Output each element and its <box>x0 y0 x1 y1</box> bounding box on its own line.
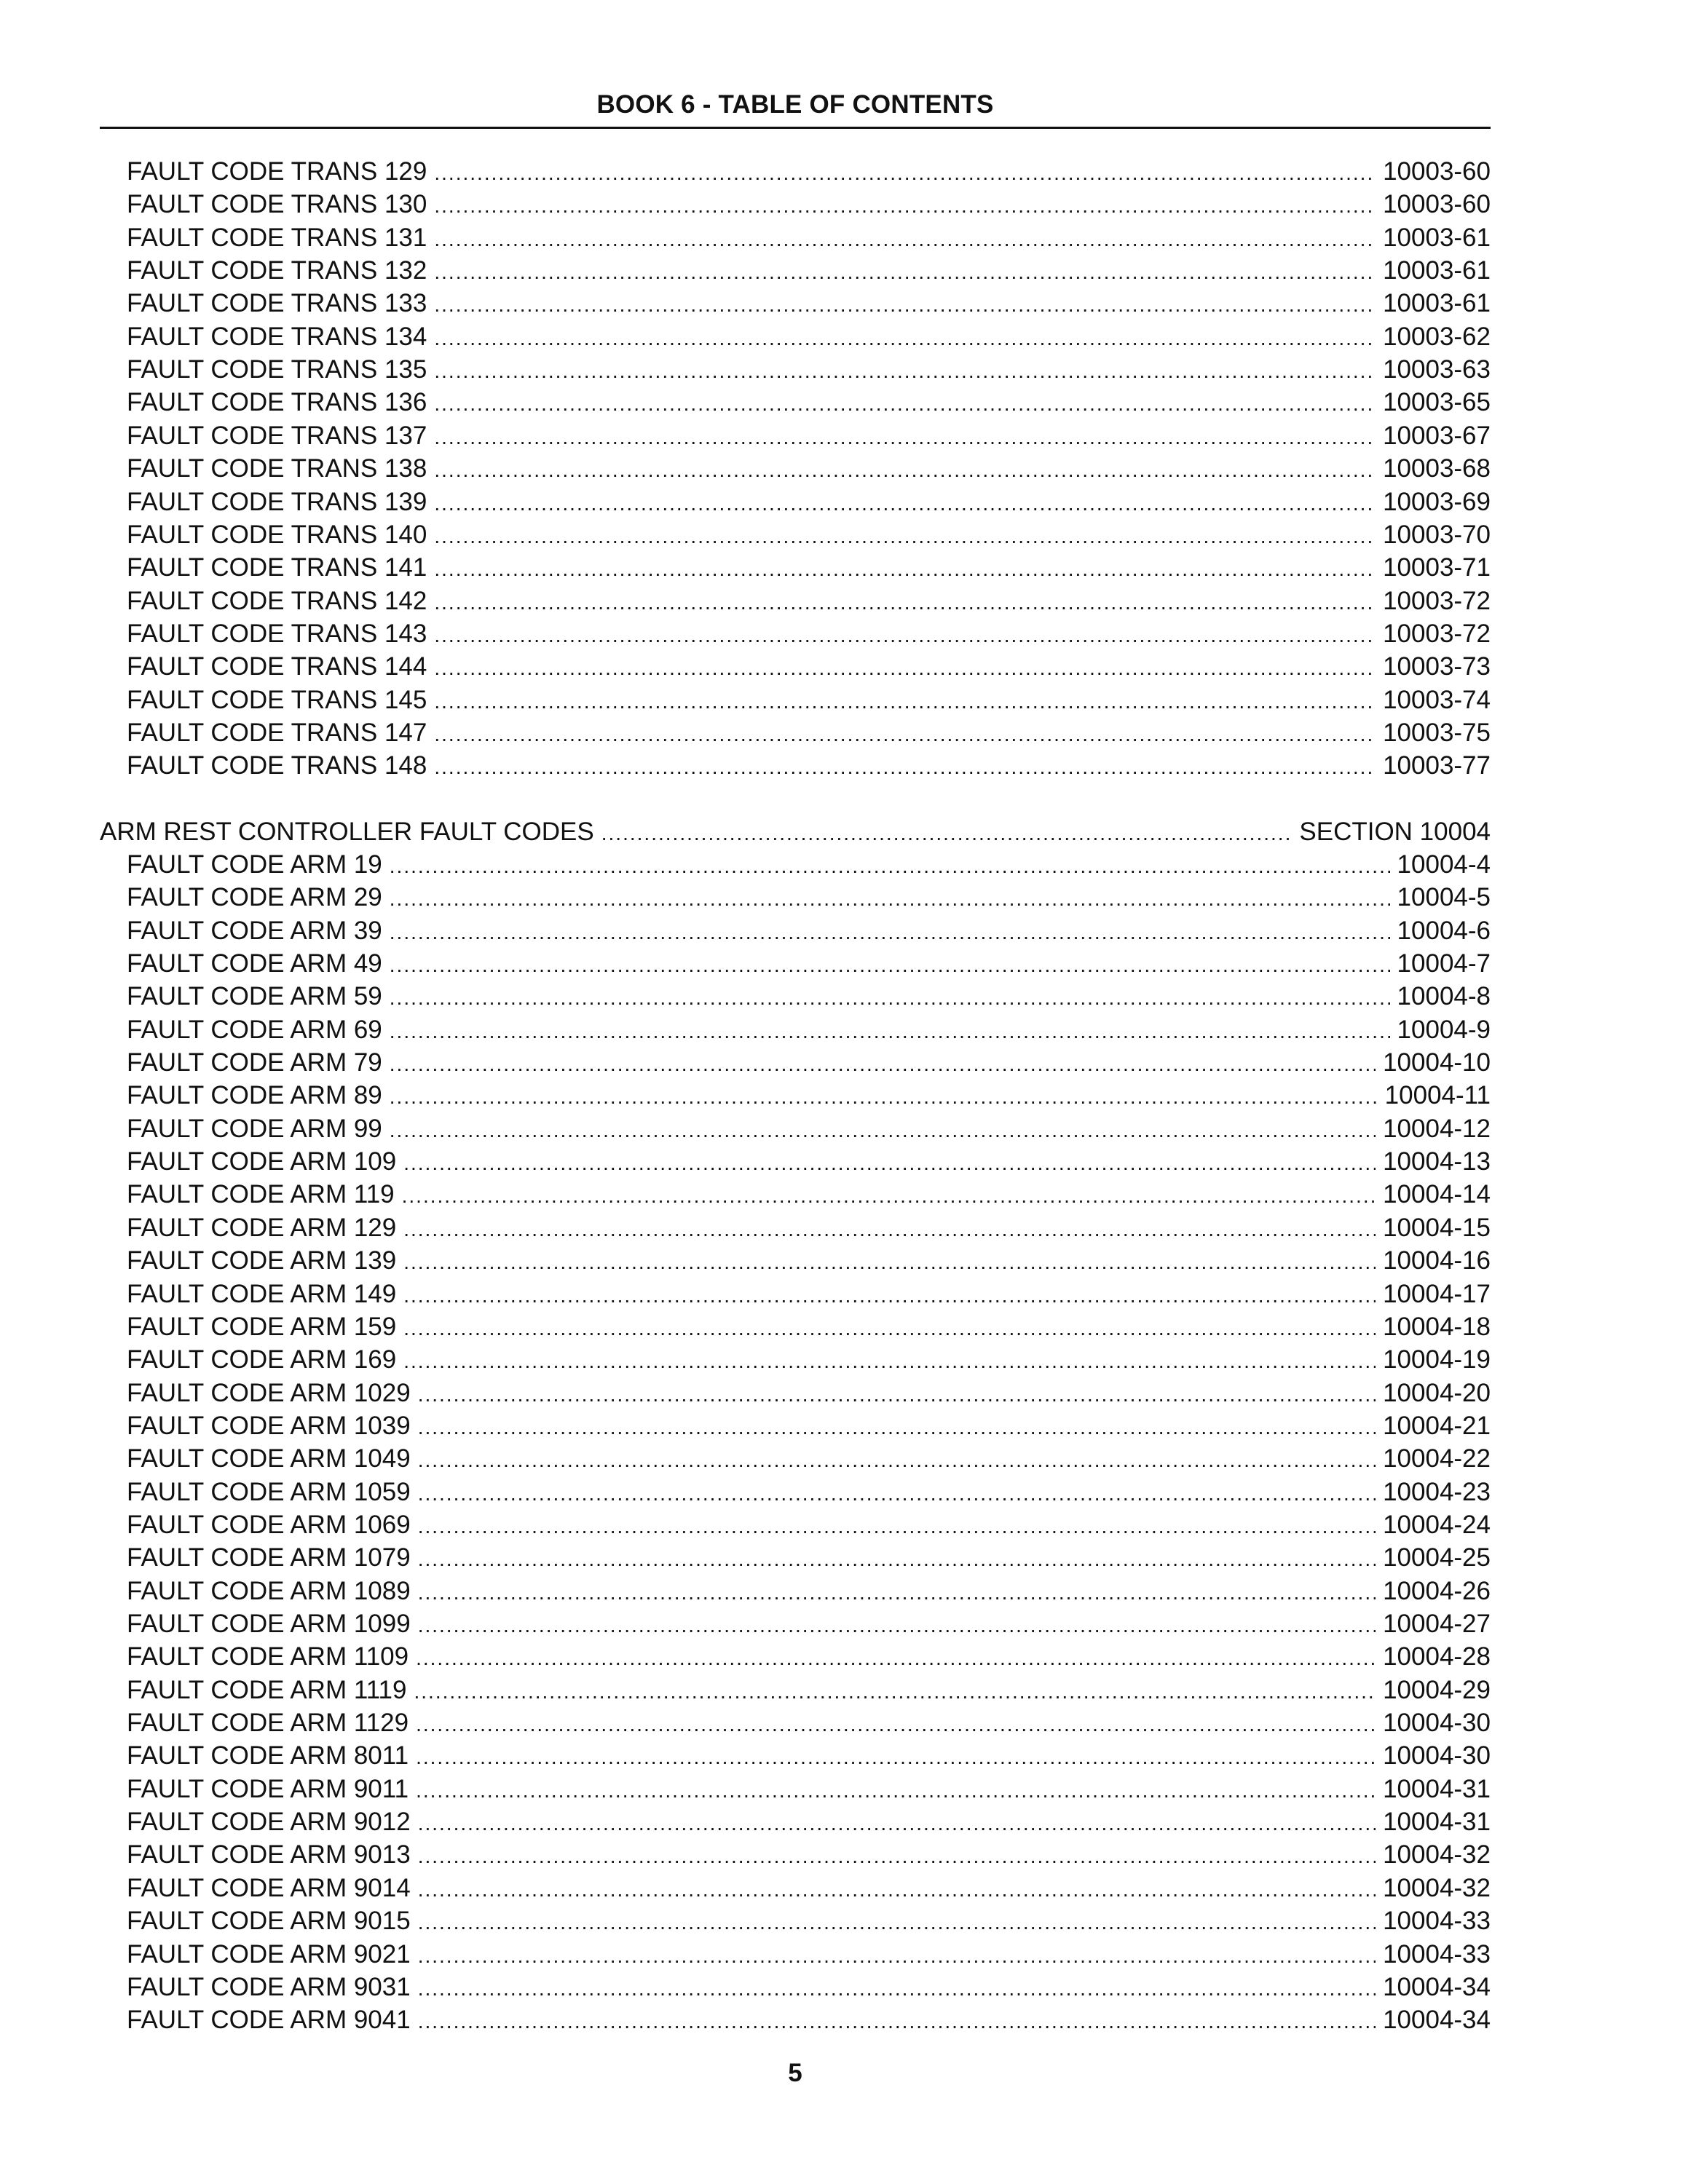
toc-entry-page: 10004-8 <box>1397 982 1491 1010</box>
toc-entry-page: 10003-61 <box>1383 223 1491 252</box>
toc-dot-leader <box>434 322 1376 355</box>
toc-entry[interactable] <box>127 287 1491 320</box>
toc-entry-label: FAULT CODE ARM 8011 <box>127 1741 409 1770</box>
toc-dot-leader <box>418 1906 1376 1939</box>
toc-dot-leader <box>416 1741 1376 1773</box>
toc-entry-page: 10003-67 <box>1383 422 1491 450</box>
toc-dot-leader <box>402 1179 1376 1212</box>
toc-entry-label: FAULT CODE ARM 29 <box>127 883 382 911</box>
toc-entry[interactable] <box>127 1178 1491 1211</box>
toc-entry[interactable] <box>127 650 1491 683</box>
toc-dot-leader <box>390 981 1390 1014</box>
toc-dot-leader <box>418 1444 1376 1476</box>
toc-entry[interactable] <box>127 914 1491 947</box>
toc-entry-page: 10003-61 <box>1383 289 1491 317</box>
toc-entry-label: FAULT CODE ARM 89 <box>127 1081 382 1109</box>
toc-entry-label: FAULT CODE ARM 79 <box>127 1048 382 1077</box>
toc-entry-label: FAULT CODE ARM 49 <box>127 949 382 978</box>
toc-entry-label: FAULT CODE ARM 1029 <box>127 1379 411 1407</box>
toc-dot-leader <box>418 1840 1376 1872</box>
toc-dot-leader <box>403 1312 1376 1345</box>
toc-entry[interactable] <box>127 221 1491 254</box>
toc-dot-leader <box>390 1048 1376 1080</box>
toc-entry[interactable] <box>127 1079 1491 1112</box>
toc-entry-page: 10003-71 <box>1383 553 1491 582</box>
toc-entry-label: FAULT CODE TRANS 129 <box>127 157 427 186</box>
toc-entry[interactable] <box>127 1971 1491 2003</box>
toc-entry[interactable] <box>127 1476 1491 1508</box>
toc-entry[interactable] <box>127 320 1491 353</box>
toc-entry-page: 10004-28 <box>1383 1642 1491 1671</box>
toc-entry-label: FAULT CODE ARM 109 <box>127 1147 397 1176</box>
toc-entry[interactable] <box>127 980 1491 1013</box>
toc-entry-label: FAULT CODE ARM 1039 <box>127 1412 411 1440</box>
toc-entry[interactable] <box>127 617 1491 650</box>
toc-dot-leader <box>403 1246 1376 1278</box>
toc-entry-label: FAULT CODE TRANS 138 <box>127 454 427 483</box>
toc-entry-label: FAULT CODE ARM 9012 <box>127 1808 411 1836</box>
toc-dot-leader <box>434 189 1376 222</box>
toc-entry-page: 10004-30 <box>1383 1709 1491 1737</box>
toc-dot-leader <box>418 1477 1376 1510</box>
toc-dot-leader <box>416 1708 1376 1741</box>
toc-entry-page: 10003-74 <box>1383 686 1491 714</box>
toc-entry-page: 10004-4 <box>1397 850 1491 879</box>
toc-entry-label: FAULT CODE TRANS 140 <box>127 521 427 549</box>
toc-entry-label: FAULT CODE ARM 9031 <box>127 1973 411 2001</box>
toc-entry[interactable] <box>127 1541 1491 1574</box>
toc-entry-page: 10003-77 <box>1383 751 1491 780</box>
toc-dot-leader <box>390 850 1390 882</box>
page-number: 5 <box>788 2059 802 2087</box>
toc-entry[interactable] <box>127 881 1491 914</box>
toc-entry[interactable] <box>127 353 1491 386</box>
toc-entry[interactable] <box>127 1838 1491 1871</box>
toc-dot-leader <box>418 1378 1376 1411</box>
toc-dot-leader <box>390 1114 1376 1147</box>
toc-entry-page: 10004-25 <box>1383 1543 1491 1572</box>
toc-dot-leader <box>403 1147 1376 1179</box>
toc-entry-page: 10004-7 <box>1397 949 1491 978</box>
toc-entry-page: 10003-70 <box>1383 521 1491 549</box>
toc-entry-page: 10004-16 <box>1383 1246 1491 1275</box>
toc-entry[interactable] <box>127 254 1491 287</box>
toc-entry-label: FAULT CODE TRANS 143 <box>127 620 427 648</box>
toc-dot-leader <box>416 1642 1376 1674</box>
toc-entry-page: 10004-9 <box>1397 1016 1491 1044</box>
toc-entry[interactable] <box>127 585 1491 617</box>
toc-entry-label: FAULT CODE ARM 1069 <box>127 1511 411 1539</box>
toc-dot-leader <box>403 1213 1376 1246</box>
toc-entry-label: FAULT CODE ARM 9015 <box>127 1907 411 1935</box>
toc-entry-label: FAULT CODE ARM 69 <box>127 1016 382 1044</box>
toc-entry-page: 10004-33 <box>1383 1907 1491 1935</box>
toc-entry-label: FAULT CODE ARM 1079 <box>127 1543 411 1572</box>
toc-entry-label: FAULT CODE ARM 1099 <box>127 1610 411 1638</box>
toc-section-heading[interactable] <box>100 815 1491 848</box>
toc-dot-leader <box>418 2005 1376 2038</box>
toc-dot-leader <box>434 553 1376 585</box>
toc-entry-label: FAULT CODE TRANS 130 <box>127 190 427 218</box>
toc-entry-label: FAULT CODE ARM 119 <box>127 1180 395 1208</box>
toc-dot-leader <box>434 454 1376 486</box>
toc-entry-label: FAULT CODE ARM 19 <box>127 850 382 879</box>
toc-dot-leader <box>403 1279 1376 1312</box>
toc-entry-page: 10004-21 <box>1383 1412 1491 1440</box>
toc-entry-page: 10003-69 <box>1383 488 1491 516</box>
toc-entry[interactable] <box>127 1640 1491 1673</box>
toc-entry[interactable] <box>127 1343 1491 1376</box>
toc-entry[interactable] <box>127 1508 1491 1541</box>
toc-dot-leader <box>434 685 1376 718</box>
toc-entry-label: FAULT CODE TRANS 137 <box>127 422 427 450</box>
toc-entry-label: FAULT CODE ARM 9041 <box>127 2006 411 2034</box>
toc-entry-page: 10004-6 <box>1397 917 1491 945</box>
toc-dot-leader <box>390 916 1390 949</box>
toc-dot-leader <box>434 718 1376 751</box>
toc-dot-leader <box>434 387 1376 420</box>
toc-entry[interactable] <box>127 518 1491 551</box>
toc-entry[interactable] <box>127 848 1491 881</box>
toc-entry-page: 10004-32 <box>1383 1840 1491 1869</box>
toc-entry[interactable] <box>127 1244 1491 1277</box>
toc-entry[interactable] <box>127 1674 1491 1706</box>
toc-entry-label: FAULT CODE ARM 149 <box>127 1280 397 1308</box>
toc-entry-label: FAULT CODE ARM 169 <box>127 1345 397 1374</box>
toc-dot-leader <box>434 157 1376 189</box>
toc-entry[interactable] <box>127 1377 1491 1409</box>
toc-entry[interactable] <box>127 1310 1491 1343</box>
toc-entry-page: 10004-12 <box>1383 1115 1491 1143</box>
toc-entry-page: 10004-13 <box>1383 1147 1491 1176</box>
toc-entry-page: 10003-72 <box>1383 620 1491 648</box>
toc-entry-label: FAULT CODE ARM 159 <box>127 1313 397 1341</box>
toc-entry-page: 10004-33 <box>1383 1940 1491 1969</box>
toc-entry-page: 10004-31 <box>1383 1775 1491 1803</box>
toc-dot-leader <box>434 652 1376 684</box>
toc-entry-label: FAULT CODE ARM 9011 <box>127 1775 409 1803</box>
toc-entry[interactable] <box>127 1145 1491 1178</box>
page-title: BOOK 6 - TABLE OF CONTENTS <box>596 90 994 119</box>
toc-dot-leader <box>414 1675 1376 1708</box>
toc-entry-page: 10004-32 <box>1383 1874 1491 1902</box>
toc-entry[interactable] <box>127 1211 1491 1244</box>
toc-entry-label: FAULT CODE TRANS 148 <box>127 751 427 780</box>
toc-dot-leader <box>418 1807 1376 1840</box>
toc-entry[interactable] <box>127 1773 1491 1805</box>
toc-entry-label: FAULT CODE TRANS 136 <box>127 388 427 416</box>
toc-entry-label: FAULT CODE TRANS 132 <box>127 256 427 285</box>
toc-entry-page: 10003-60 <box>1383 157 1491 186</box>
toc-entry-label: FAULT CODE ARM 1089 <box>127 1577 411 1605</box>
toc-dot-leader <box>418 1939 1376 1972</box>
toc-entry-label: FAULT CODE TRANS 142 <box>127 587 427 615</box>
toc-entry-page: SECTION 10004 <box>1299 818 1491 846</box>
toc-entry-label: FAULT CODE ARM 9013 <box>127 1840 411 1869</box>
toc-entry-page: 10004-19 <box>1383 1345 1491 1374</box>
toc-dot-leader <box>434 421 1376 454</box>
toc-entry-page: 10003-68 <box>1383 454 1491 483</box>
toc-entry-label: FAULT CODE ARM 1059 <box>127 1478 411 1506</box>
toc-entry[interactable] <box>127 1013 1491 1046</box>
toc-entry-page: 10004-34 <box>1383 1973 1491 2001</box>
toc-entry[interactable] <box>127 1739 1491 1772</box>
toc-entry-page: 10004-29 <box>1383 1676 1491 1704</box>
toc-entry[interactable] <box>127 486 1491 518</box>
toc-entry-page: 10003-62 <box>1383 323 1491 351</box>
toc-entry-label: FAULT CODE TRANS 139 <box>127 488 427 516</box>
toc-entry[interactable] <box>127 1805 1491 1838</box>
toc-entry-page: 10004-14 <box>1383 1180 1491 1208</box>
toc-entry[interactable] <box>127 1112 1491 1145</box>
toc-dot-leader <box>434 619 1376 652</box>
toc-entry-page: 10004-24 <box>1383 1511 1491 1539</box>
toc-entry-label: ARM REST CONTROLLER FAULT CODES <box>100 818 594 846</box>
toc-entry[interactable] <box>127 1575 1491 1607</box>
toc-entry-page: 10004-31 <box>1383 1808 1491 1836</box>
toc-entry-label: FAULT CODE ARM 9014 <box>127 1874 411 1902</box>
toc-entry[interactable] <box>127 1409 1491 1442</box>
toc-dot-leader <box>403 1345 1376 1377</box>
toc-dot-leader <box>390 882 1390 915</box>
toc-entry-label: FAULT CODE ARM 9021 <box>127 1940 411 1969</box>
toc-dot-leader <box>434 751 1376 783</box>
toc-entry[interactable] <box>127 684 1491 716</box>
toc-dot-leader <box>390 1015 1390 1048</box>
toc-entry-label: FAULT CODE ARM 1049 <box>127 1444 411 1473</box>
toc-entry-label: FAULT CODE TRANS 135 <box>127 355 427 384</box>
toc-entry[interactable] <box>127 947 1491 980</box>
toc-entry-page: 10004-20 <box>1383 1379 1491 1407</box>
toc-entry-label: FAULT CODE ARM 1119 <box>127 1676 407 1704</box>
toc-entry-label: FAULT CODE TRANS 133 <box>127 289 427 317</box>
toc-entry-page: 10003-63 <box>1383 355 1491 384</box>
toc-entry-label: FAULT CODE TRANS 134 <box>127 323 427 351</box>
toc-entry[interactable] <box>127 1442 1491 1475</box>
toc-dot-leader <box>434 288 1376 321</box>
toc-dot-leader <box>418 1972 1376 2005</box>
toc-dot-leader <box>418 1510 1376 1543</box>
toc-dot-leader <box>434 586 1376 619</box>
toc-dot-leader <box>434 355 1376 387</box>
toc-dot-leader <box>418 1543 1376 1575</box>
toc-entry[interactable] <box>127 386 1491 419</box>
toc-entry-label: FAULT CODE ARM 39 <box>127 917 382 945</box>
toc-entry-page: 10004-30 <box>1383 1741 1491 1770</box>
toc-entry[interactable] <box>127 1938 1491 1971</box>
toc-entry-page: 10004-34 <box>1383 2006 1491 2034</box>
toc-entry-label: FAULT CODE ARM 59 <box>127 982 382 1010</box>
toc-entry-page: 10004-22 <box>1383 1444 1491 1473</box>
toc-entry[interactable] <box>127 1607 1491 1640</box>
toc-dot-leader <box>390 1080 1378 1113</box>
toc-dot-leader <box>418 1411 1376 1444</box>
toc-dot-leader <box>418 1609 1376 1642</box>
toc-entry-page: 10004-15 <box>1383 1214 1491 1242</box>
toc-entry[interactable] <box>127 749 1491 782</box>
toc-entry-label: FAULT CODE TRANS 131 <box>127 223 427 252</box>
toc-entry[interactable] <box>127 452 1491 485</box>
toc-entry-page: 10004-11 <box>1384 1081 1491 1109</box>
toc-entry[interactable] <box>127 1046 1491 1079</box>
toc-entry[interactable] <box>127 1904 1491 1937</box>
toc-entry-label: FAULT CODE ARM 129 <box>127 1214 397 1242</box>
toc-entry-page: 10004-23 <box>1383 1478 1491 1506</box>
toc-entry-page: 10003-72 <box>1383 587 1491 615</box>
toc-entry-label: FAULT CODE TRANS 144 <box>127 652 427 681</box>
toc-entry[interactable] <box>127 551 1491 584</box>
toc-entry-label: FAULT CODE ARM 1109 <box>127 1642 409 1671</box>
toc-entry-page: 10003-65 <box>1383 388 1491 416</box>
toc-entry[interactable] <box>127 419 1491 452</box>
toc-dot-leader <box>390 949 1390 981</box>
toc-entry-page: 10003-60 <box>1383 190 1491 218</box>
toc-dot-leader <box>601 817 1293 850</box>
toc-dot-leader <box>434 487 1376 520</box>
toc-entry[interactable] <box>127 155 1491 188</box>
toc-dot-leader <box>434 256 1376 288</box>
toc-entry-label: FAULT CODE TRANS 145 <box>127 686 427 714</box>
toc-entry[interactable] <box>127 1278 1491 1310</box>
toc-dot-leader <box>418 1873 1376 1906</box>
toc-entry[interactable] <box>127 1872 1491 1904</box>
toc-entry-page: 10004-27 <box>1383 1610 1491 1638</box>
toc-entry[interactable] <box>127 1706 1491 1739</box>
toc-entry-page: 10004-18 <box>1383 1313 1491 1341</box>
toc-entry-page: 10003-75 <box>1383 719 1491 747</box>
toc-entry-label: FAULT CODE ARM 139 <box>127 1246 397 1275</box>
toc-dot-leader <box>418 1576 1376 1609</box>
toc-entry[interactable] <box>127 716 1491 749</box>
toc-entry-page: 10004-10 <box>1383 1048 1491 1077</box>
toc-entry-label: FAULT CODE TRANS 147 <box>127 719 427 747</box>
toc-dot-leader <box>434 223 1376 256</box>
toc-dot-leader <box>416 1774 1376 1807</box>
toc-entry-page: 10003-61 <box>1383 256 1491 285</box>
toc-entry-label: FAULT CODE ARM 99 <box>127 1115 382 1143</box>
toc-dot-leader <box>434 520 1376 553</box>
toc-entry-page: 10004-17 <box>1383 1280 1491 1308</box>
toc-entry-page: 10004-26 <box>1383 1577 1491 1605</box>
toc-entry-page: 10003-73 <box>1383 652 1491 681</box>
toc-entry[interactable] <box>127 2003 1491 2036</box>
toc-entry-label: FAULT CODE ARM 1129 <box>127 1709 409 1737</box>
toc-entry-page: 10004-5 <box>1397 883 1491 911</box>
toc-entry-label: FAULT CODE TRANS 141 <box>127 553 427 582</box>
toc-entry[interactable] <box>127 188 1491 221</box>
